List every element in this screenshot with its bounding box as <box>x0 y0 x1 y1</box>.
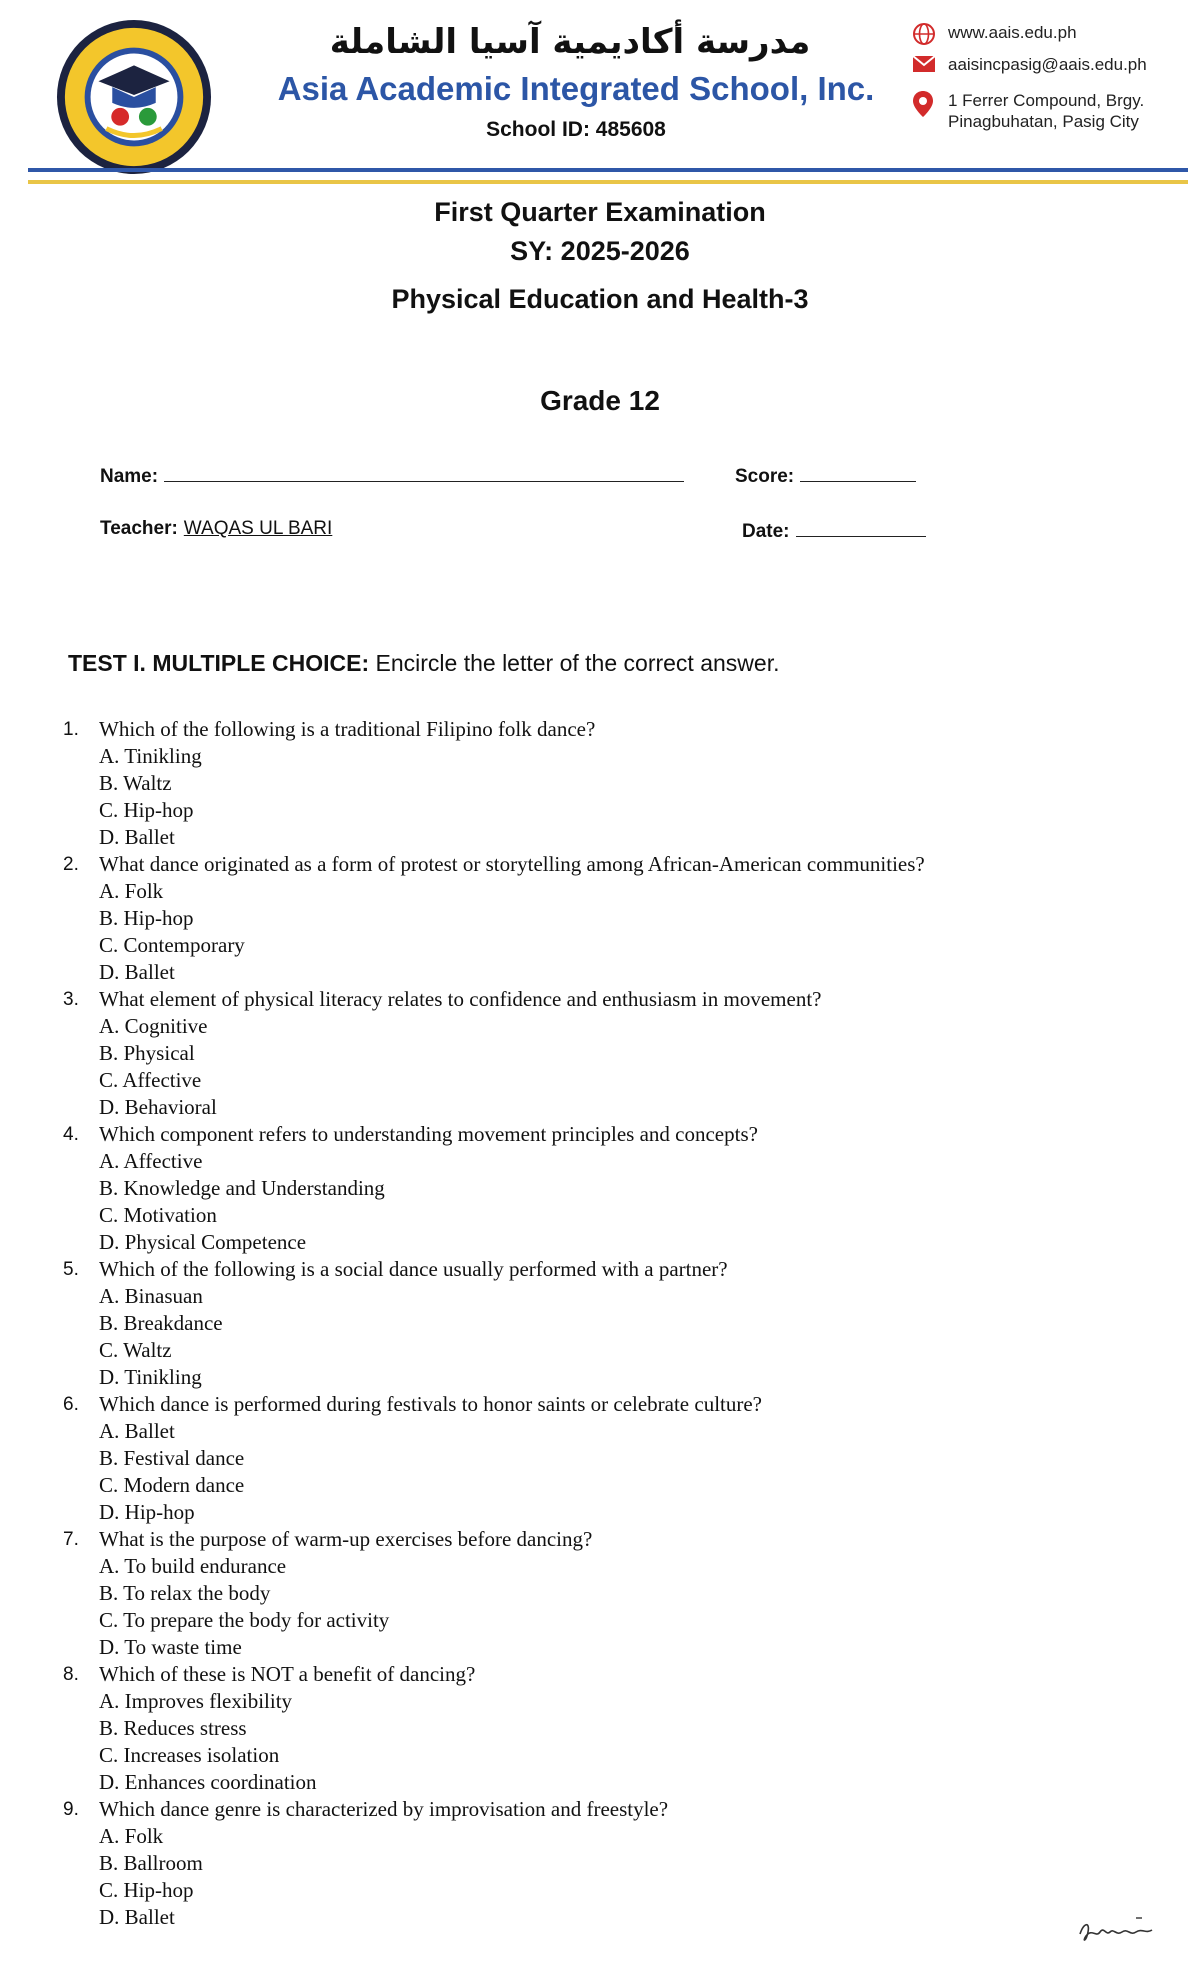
question-item <box>63 1796 1163 1931</box>
address-line-2: Pinagbuhatan, Pasig City <box>948 112 1139 131</box>
answer-option[interactable]: C. Affective <box>99 1068 202 1092</box>
date-field[interactable] <box>742 518 926 543</box>
answer-option[interactable]: D. Tinikling <box>99 1365 202 1389</box>
answer-option[interactable]: C. Modern dance <box>99 1473 245 1497</box>
school-seal-logo <box>55 18 213 176</box>
answer-option[interactable]: B. Breakdance <box>99 1311 223 1335</box>
answer-option[interactable]: D. Enhances coordination <box>99 1770 317 1794</box>
answer-option[interactable]: A. Improves flexibility <box>99 1689 293 1713</box>
answer-option[interactable]: C. Waltz <box>99 1338 172 1362</box>
score-blank[interactable] <box>800 463 916 482</box>
answer-option[interactable]: B. Reduces stress <box>99 1716 247 1740</box>
address-line-1: 1 Ferrer Compound, Brgy. <box>948 91 1145 110</box>
date-blank[interactable] <box>796 518 926 537</box>
question-text: Which dance is performed during festivals to honor saints or celebrate culture? <box>99 1392 763 1416</box>
score-label: Score: <box>735 466 795 487</box>
answer-option[interactable]: C. Increases isolation <box>99 1743 280 1767</box>
question-item <box>63 1526 1163 1661</box>
answer-option[interactable]: A. Tinikling <box>99 744 202 768</box>
answer-option[interactable]: A. Affective <box>99 1149 203 1173</box>
answer-option[interactable]: C. Hip-hop <box>99 1878 194 1902</box>
name-blank[interactable] <box>164 463 684 482</box>
exam-title: First Quarter Examination <box>434 197 766 227</box>
answer-option[interactable]: A. Folk <box>99 1824 164 1848</box>
answer-option[interactable]: D. Ballet <box>99 825 175 849</box>
answer-option[interactable]: A. Ballet <box>99 1419 175 1443</box>
answer-option[interactable]: D. Physical Competence <box>99 1230 307 1254</box>
question-item <box>63 851 1163 986</box>
answer-option[interactable]: B. Knowledge and Understanding <box>99 1176 385 1200</box>
answer-option[interactable]: B. Hip-hop <box>99 906 194 930</box>
answer-option[interactable]: B. Ballroom <box>99 1851 203 1875</box>
subject-title: Physical Education and Health-3 <box>391 284 809 314</box>
question-text: Which of the following is a traditional Filipino folk dance? <box>99 717 596 741</box>
email-text: aaisincpasig@aais.edu.ph <box>948 55 1147 74</box>
question-number: 1. <box>63 719 79 740</box>
school-id: School ID: 485608 <box>486 118 666 141</box>
question-text: Which dance genre is characterized by improvisation and freestyle? <box>99 1797 669 1821</box>
question-number: 6. <box>63 1394 79 1415</box>
question-text: What element of physical literacy relates to confidence and enthusiasm in movement? <box>99 987 822 1011</box>
question-text: What dance originated as a form of protest or storytelling among African-American communities? <box>99 852 925 876</box>
answer-option[interactable]: B. Physical <box>99 1041 195 1065</box>
globe-icon <box>912 22 936 46</box>
answer-option[interactable]: B. To relax the body <box>99 1581 271 1605</box>
question-text: What is the purpose of warm-up exercises before dancing? <box>99 1527 593 1551</box>
header-divider-yellow <box>28 180 1188 184</box>
question-number: 5. <box>63 1259 79 1280</box>
question-text: Which component refers to understanding movement principles and concepts? <box>99 1122 758 1146</box>
answer-option[interactable]: D. Behavioral <box>99 1095 217 1119</box>
grade-level: Grade 12 <box>540 385 660 416</box>
teacher-name: WAQAS UL BARI <box>183 518 333 539</box>
teacher-field <box>100 518 332 540</box>
arabic-school-name: مدرسة أكاديمية آسيا الشاملة <box>329 22 811 62</box>
school-name: Asia Academic Integrated School, Inc. <box>277 70 875 107</box>
question-number: 8. <box>63 1664 79 1685</box>
answer-option[interactable]: D. Ballet <box>99 960 175 984</box>
answer-option[interactable]: A. Folk <box>99 879 164 903</box>
answer-option[interactable]: A. Cognitive <box>99 1014 208 1038</box>
question-list <box>63 716 1163 1931</box>
question-number: 7. <box>63 1529 79 1550</box>
handwritten-signature-icon <box>1076 1912 1156 1948</box>
question-number: 9. <box>63 1799 79 1820</box>
answer-option[interactable]: C. Motivation <box>99 1203 217 1227</box>
question-item <box>63 1661 1163 1796</box>
test-heading-bold: TEST I. MULTIPLE CHOICE: <box>68 650 370 676</box>
answer-option[interactable]: C. Hip-hop <box>99 798 194 822</box>
question-item <box>63 716 1163 851</box>
teacher-label: Teacher: <box>100 518 178 539</box>
question-item <box>63 1391 1163 1526</box>
question-item <box>63 1256 1163 1391</box>
test-heading-instructions: Encircle the letter of the correct answer. <box>369 650 780 676</box>
answer-option[interactable]: B. Waltz <box>99 771 172 795</box>
question-number: 2. <box>63 854 79 875</box>
question-text: Which of the following is a social dance usually performed with a partner? <box>99 1257 728 1281</box>
answer-option[interactable]: B. Festival dance <box>99 1446 245 1470</box>
answer-option[interactable]: D. To waste time <box>99 1635 242 1659</box>
answer-option[interactable]: C. Contemporary <box>99 933 245 957</box>
school-year: SY: 2025-2026 <box>510 236 690 266</box>
header-divider-blue <box>28 168 1188 172</box>
location-pin-icon <box>912 90 934 118</box>
question-number: 3. <box>63 989 79 1010</box>
name-field[interactable] <box>100 463 684 488</box>
question-item <box>63 1121 1163 1256</box>
score-field[interactable] <box>735 463 916 488</box>
answer-option[interactable]: A. Binasuan <box>99 1284 203 1308</box>
date-label: Date: <box>742 521 790 542</box>
answer-option[interactable]: D. Hip-hop <box>99 1500 195 1524</box>
question-text: Which of these is NOT a benefit of dancing? <box>99 1662 476 1686</box>
website-text: www.aais.edu.ph <box>948 23 1077 42</box>
answer-option[interactable]: C. To prepare the body for activity <box>99 1608 390 1632</box>
answer-option[interactable]: A. To build endurance <box>99 1554 287 1578</box>
answer-option[interactable]: D. Ballet <box>99 1905 175 1929</box>
mail-icon <box>912 54 936 74</box>
test-heading <box>68 650 779 677</box>
question-number: 4. <box>63 1124 79 1145</box>
question-item <box>63 986 1163 1121</box>
name-label: Name: <box>100 466 159 487</box>
